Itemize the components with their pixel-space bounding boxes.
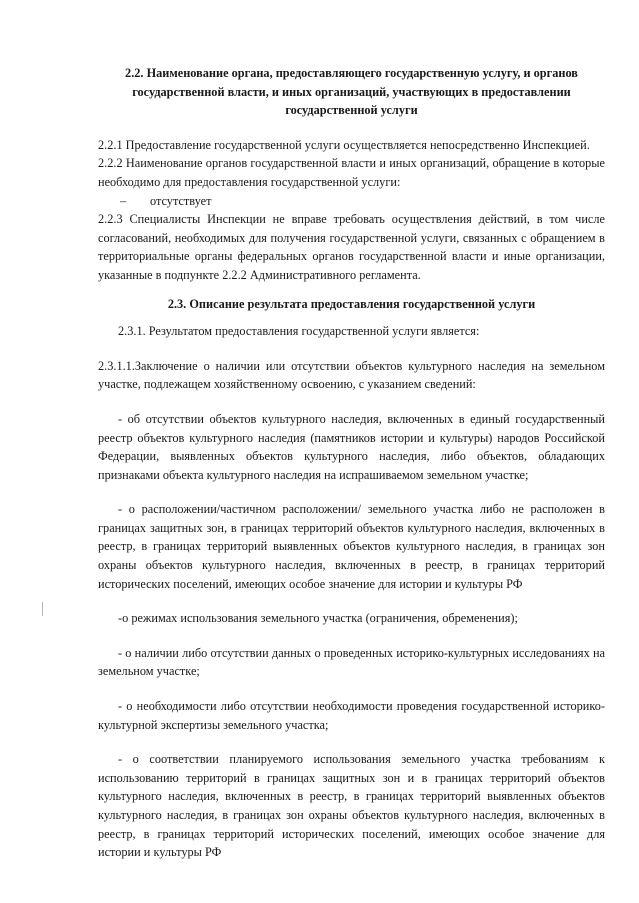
section-2-3-heading: 2.3. Описание результата предоставления государственной услуги xyxy=(167,296,536,311)
result-item-research: - о наличии либо отсутствии данных о проведенных историко-культурных исследованиях на земельном участке; xyxy=(98,645,605,679)
paragraph-2-3-1-1: 2.3.1.1.Заключение о наличии или отсутствии объектов культурного наследия на земельном участке, подлежащем хозяйственному освоению, с указанием сведений: xyxy=(98,358,605,392)
paragraph-2-2-1: 2.2.1 Предоставление государственной услуги осуществляется непосредственно Инспекцией. xyxy=(98,137,590,152)
absent-item xyxy=(98,192,605,211)
dash-mark: – xyxy=(120,193,127,208)
result-item-location: - о расположении/частичном расположении/ земельного участка либо не расположен в границах защитных зон, в границах территорий объектов культурного наследия, включенных в реестр, в границах территорий выявленных объектов культурного наследия, в границах зон охраны объектов культурного наследия, включенных в реестр, в границах территорий исторических поселений, имеющих особое значение для истории и культуры РФ xyxy=(98,502,605,591)
section-2-2-heading: 2.2. Наименование органа, предоставляющего государственную услугу, и органов государственной власти, и иных организаций, участвующих в предоставлении государственной услуги xyxy=(125,66,578,118)
result-item-compliance: - о соответствии планируемого использования земельного участка требованиям к использованию территорий в границах защитных зон и в границах территорий объектов культурного наследия, включенных в реестр, в границах территорий выявленных объектов культурного наследия, в границах зон охраны объектов культурного наследия, включенных в реестр, в границах территорий исторических поселений, имеющих особое значение для истории и культуры РФ xyxy=(98,752,605,860)
paragraph-2-2-3: 2.2.3 Специалисты Инспекции не вправе требовать осуществления действий, в том числе согласований, необходимых для получения государственной услуги, связанных с обращением в территориальные органы федеральных органов государственной власти и иные организации, указанные в подпункте 2.2.2 Административного регламента. xyxy=(98,212,605,282)
result-item-regimes: -о режимах использования земельного участка (ограничения, обременения); xyxy=(118,611,518,626)
paragraph-2-3-1: 2.3.1. Результатом предоставления государственной услуги является: xyxy=(118,324,480,339)
result-item-absence: - об отсутствии объектов культурного наследия, включенных в единый государственный реестр объектов культурного наследия (памятников истории и культуры) народов Российской Федерации, выявленных объектов культурного наследия, либо объектов, обладающих признаками объекта культурного наследия на испрашиваемом земельном участке; xyxy=(98,411,605,482)
absent-text: отсутствует xyxy=(150,193,212,208)
scan-edge-mark xyxy=(42,602,43,616)
paragraph-2-2-2: 2.2.2 Наименование органов государственной власти и иных организаций, обращение в которые необходимо для предоставления государственной услуги: xyxy=(98,156,605,189)
result-item-expertise: - о необходимости либо отсутствии необходимости проведения государственной историко-культурной экспертизы земельного участка; xyxy=(98,699,605,732)
